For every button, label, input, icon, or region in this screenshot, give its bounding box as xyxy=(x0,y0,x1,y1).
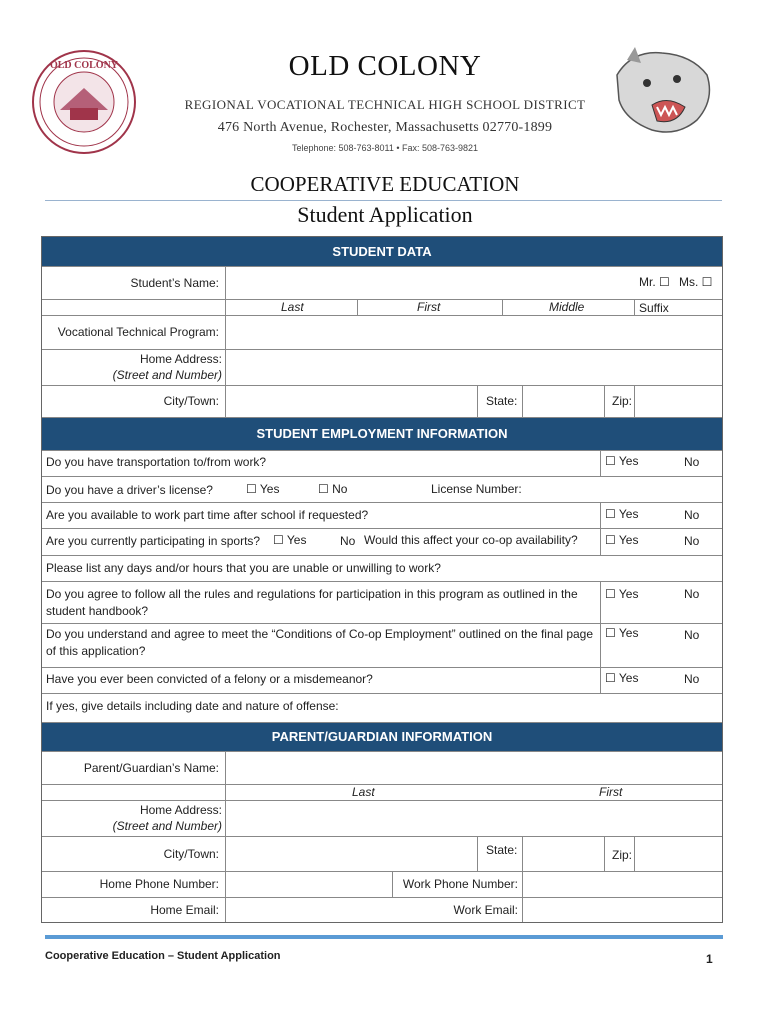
home-address-label: Home Address: xyxy=(139,352,222,366)
felony-yes[interactable]: ☐ Yes xyxy=(605,671,639,685)
sports-affect-question: Would this affect your co-op availability? xyxy=(364,533,578,547)
student-address-row xyxy=(42,349,722,385)
parent-address-label: Home Address: xyxy=(139,803,222,817)
application-form xyxy=(41,236,723,923)
work-email-label: Work Email: xyxy=(453,903,518,917)
middle-sublabel: Middle xyxy=(549,300,585,314)
felony-question: Have you ever been convicted of a felony or a misdemeanor? xyxy=(46,672,373,686)
last-sublabel: Last xyxy=(281,300,304,314)
parent-address-row xyxy=(42,800,722,836)
mr-checkbox[interactable]: Mr. ☐ xyxy=(639,275,670,289)
sports-affect-yes[interactable]: ☐ Yes xyxy=(605,533,639,547)
email-row xyxy=(42,897,722,922)
home-phone-label: Home Phone Number: xyxy=(99,877,219,891)
sports-affect-no[interactable]: No xyxy=(684,534,700,548)
school-phone: Telephone: 508-763-8011 • Fax: 508-763-9821 xyxy=(291,143,479,153)
home-email-input[interactable] xyxy=(226,898,391,922)
license-number-label: License Number: xyxy=(431,482,522,496)
parent-zip-label: Zip: xyxy=(612,848,633,862)
student-data-header: STUDENT DATA xyxy=(42,237,722,266)
parent-state-label: State: xyxy=(486,843,518,857)
parent-address-input[interactable] xyxy=(226,801,722,836)
home-address-input[interactable] xyxy=(226,350,722,385)
parent-header: PARENT/GUARDIAN INFORMATION xyxy=(42,722,722,751)
school-name: OLD COLONY xyxy=(288,50,482,82)
student-city-row xyxy=(42,385,722,417)
parent-city-label: City/Town: xyxy=(163,847,219,861)
transport-row xyxy=(42,450,722,476)
parent-state-input[interactable] xyxy=(523,837,603,871)
section-title: COOPERATIVE EDUCATION xyxy=(250,172,520,196)
parent-city-input[interactable] xyxy=(226,837,476,871)
zip-label: Zip: xyxy=(612,394,633,408)
days-row xyxy=(42,555,722,581)
parent-city-row xyxy=(42,836,722,871)
student-name-label: Student’s Name: xyxy=(130,276,219,290)
home-address-hint: (Street and Number) xyxy=(112,368,222,382)
parent-name-input[interactable] xyxy=(226,752,722,784)
rules-row xyxy=(42,581,722,623)
details-question: If yes, give details including date and nature of offense: xyxy=(46,699,339,713)
sports-no[interactable]: No xyxy=(340,534,356,548)
rules-question: Do you agree to follow all the rules and regulations for participation in this program as outlined in the student handbook? xyxy=(46,587,578,618)
student-name-input[interactable] xyxy=(226,267,602,299)
transport-no[interactable]: No xyxy=(684,455,700,469)
title-divider xyxy=(45,200,722,201)
employment-header: STUDENT EMPLOYMENT INFORMATION xyxy=(42,417,722,450)
program-label: Vocational Technical Program: xyxy=(57,325,219,339)
license-yes[interactable]: ☐ Yes xyxy=(246,482,280,496)
work-email-input[interactable] xyxy=(523,898,722,922)
days-question: Please list any days and/or hours that you are unable or unwilling to work? xyxy=(46,561,441,575)
footer-divider xyxy=(45,935,723,939)
transport-question: Do you have transportation to/from work? xyxy=(46,455,267,469)
felony-no[interactable]: No xyxy=(684,672,700,686)
sports-row xyxy=(42,528,722,555)
parent-name-label: Parent/Guardian’s Name: xyxy=(83,761,219,775)
ms-checkbox[interactable]: Ms. ☐ xyxy=(679,275,713,289)
phone-row xyxy=(42,871,722,897)
state-label: State: xyxy=(486,394,518,408)
home-phone-input[interactable] xyxy=(226,872,391,897)
home-email-label: Home Email: xyxy=(150,903,219,917)
suffix-sublabel: Suffix xyxy=(639,301,669,315)
zip-input[interactable] xyxy=(635,386,722,417)
parent-zip-input[interactable] xyxy=(635,837,722,871)
rules-yes[interactable]: ☐ Yes xyxy=(605,587,639,601)
seal-text: OLD COLONY xyxy=(49,60,119,71)
parent-name-row xyxy=(42,751,722,784)
license-no[interactable]: ☐ No xyxy=(318,482,348,496)
license-row xyxy=(42,476,722,502)
conditions-row xyxy=(42,623,722,667)
parent-name-sublabels xyxy=(42,784,722,800)
parent-address-hint: (Street and Number) xyxy=(112,819,222,833)
first-sublabel: First xyxy=(417,300,441,314)
state-input[interactable] xyxy=(523,386,603,417)
district-name: REGIONAL VOCATIONAL TECHNICAL HIGH SCHOOL DISTRICT xyxy=(184,97,586,112)
parent-first-sublabel: First xyxy=(599,785,623,799)
conditions-question: Do you understand and agree to meet the “Conditions of Co-op Employment” outlined on the final page of this application? xyxy=(46,627,594,658)
parttime-no[interactable]: No xyxy=(684,508,700,522)
felony-row xyxy=(42,667,722,693)
details-row xyxy=(42,693,722,722)
rules-no[interactable]: No xyxy=(684,587,700,601)
parttime-yes[interactable]: ☐ Yes xyxy=(605,507,639,521)
conditions-yes[interactable]: ☐ Yes xyxy=(605,626,639,640)
parttime-row xyxy=(42,502,722,528)
city-label: City/Town: xyxy=(163,394,219,408)
transport-yes[interactable]: ☐ Yes xyxy=(605,454,639,468)
work-phone-input[interactable] xyxy=(523,872,722,897)
conditions-no[interactable]: No xyxy=(684,628,700,642)
parent-last-sublabel: Last xyxy=(352,785,375,799)
work-phone-label: Work Phone Number: xyxy=(402,877,518,891)
student-name-row xyxy=(42,266,722,299)
form-title: Student Application xyxy=(297,202,473,227)
program-row xyxy=(42,315,722,349)
school-address: 476 North Avenue, Rochester, Massachusetts 02770-1899 xyxy=(217,120,553,135)
city-input[interactable] xyxy=(226,386,476,417)
student-name-sublabels xyxy=(42,299,722,315)
sports-question: Are you currently participating in sports? xyxy=(46,534,261,548)
program-input[interactable] xyxy=(226,316,722,349)
sports-yes[interactable]: ☐ Yes xyxy=(273,533,307,547)
license-question: Do you have a driver’s license? xyxy=(46,483,213,497)
footer-title: Cooperative Education – Student Application xyxy=(45,950,281,962)
page-number: 1 xyxy=(706,952,713,966)
parttime-question: Are you available to work part time after school if requested? xyxy=(46,508,369,522)
